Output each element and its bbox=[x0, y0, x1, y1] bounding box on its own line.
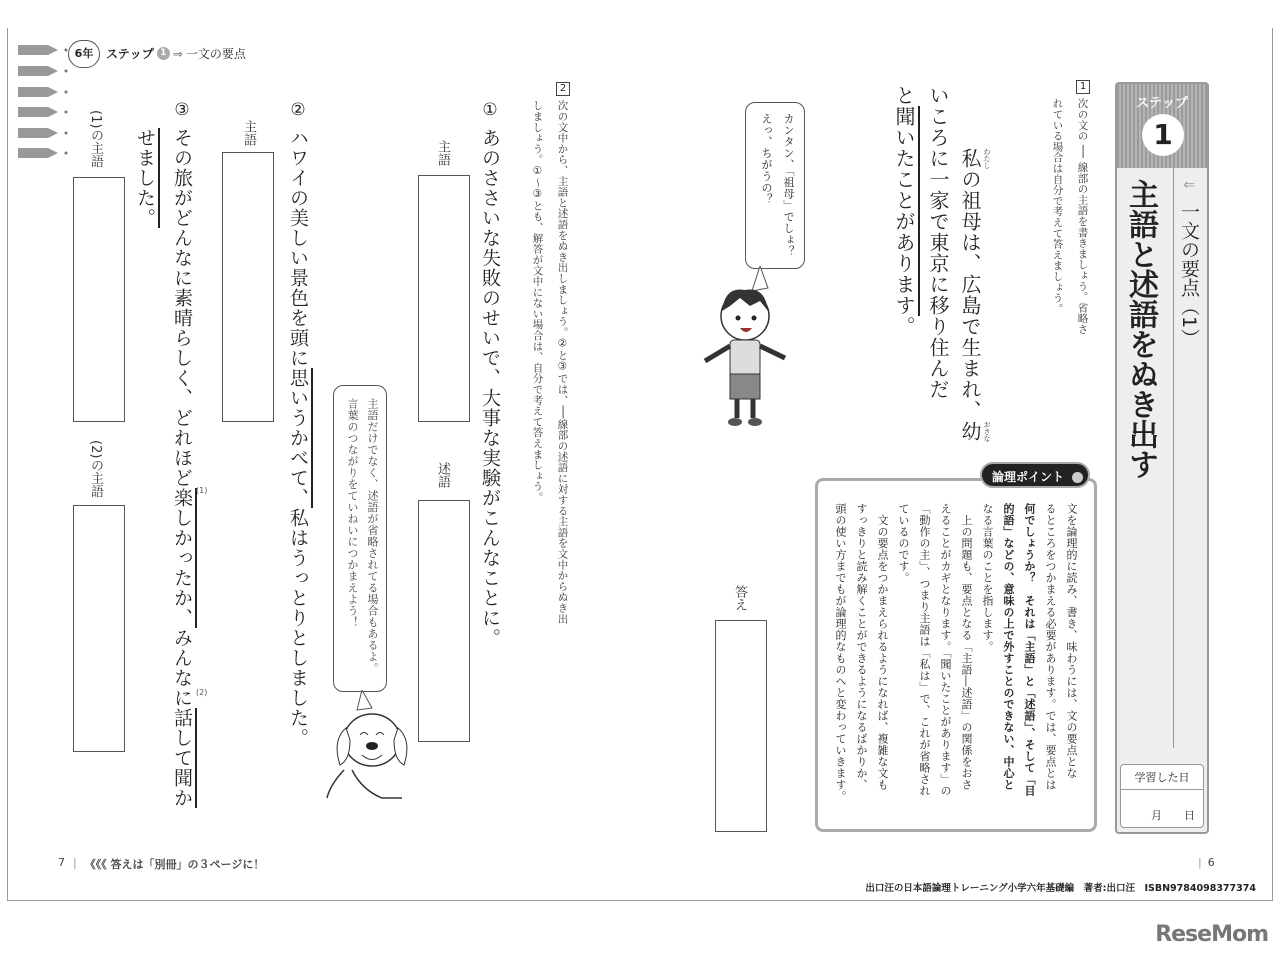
logic-point-title bbox=[980, 462, 1090, 488]
item-3-sentence-line1 bbox=[172, 128, 191, 808]
day-label: 日 bbox=[1184, 809, 1195, 822]
item-1-number: ① bbox=[480, 100, 500, 120]
underlined-predicate-2: 話して聞か bbox=[171, 708, 197, 808]
logic-line: 何でしょうか？ それは「主語」と「述語」、そして「目 bbox=[1023, 503, 1036, 797]
item-2-sentence bbox=[288, 128, 307, 748]
logic-line: 「動作の主」、つまり主語は「私は」で、これが省略され bbox=[918, 503, 931, 797]
lesson-title: 主語と述語をぬき出す bbox=[1123, 179, 1158, 479]
sub1-subject-label: (1)の主語 bbox=[88, 110, 103, 168]
question-2-instruction: しましょう。①〜③とも、解答が文中にない場合は、自分で考えて答えましょう。 bbox=[531, 100, 544, 503]
item-2-number: ② bbox=[288, 100, 308, 120]
left-page-footer bbox=[58, 856, 264, 872]
text: みんなに bbox=[171, 628, 193, 708]
pencil-icon bbox=[18, 107, 70, 117]
separator: | bbox=[73, 856, 77, 869]
item-1-subject-input[interactable] bbox=[418, 175, 470, 422]
hint-speech-bubble bbox=[333, 385, 387, 692]
item-1-predicate-input[interactable] bbox=[418, 500, 470, 742]
ruby: わたし bbox=[983, 148, 991, 169]
hint-text: 言葉のつながりをていねいにつかまえよう！ bbox=[346, 398, 359, 628]
boy-speech-bubble bbox=[745, 102, 805, 269]
left-page-number: 7 bbox=[58, 856, 65, 869]
sidebar-divider bbox=[1173, 168, 1174, 748]
lesson-subtitle: 一文の要点（1） bbox=[1178, 202, 1200, 348]
grade-badge: 6年 bbox=[68, 40, 100, 68]
word: 私 bbox=[958, 148, 982, 169]
ruby-word bbox=[958, 148, 991, 169]
underlined-predicate-2: せました。 bbox=[134, 128, 160, 228]
arrow-down-icon: ⇓ bbox=[1180, 179, 1196, 191]
question-1-sentence-line2: いころに一家で東京に移り住んだ bbox=[926, 85, 950, 400]
lightbulb-icon bbox=[1072, 472, 1083, 483]
separator: | bbox=[1198, 856, 1202, 869]
item-2-subject-input[interactable] bbox=[222, 152, 274, 422]
text: 。 bbox=[892, 316, 916, 337]
bubble-text: えっ、ちがうの？ bbox=[760, 113, 773, 205]
word: 幼 bbox=[958, 421, 982, 442]
logic-line: すっきりと読み解くことができるようになるばかりか、 bbox=[855, 503, 868, 791]
book-credit: 出口汪の日本語論理トレーニング小学六年基礎編 著者:出口汪 ISBN9784098377374 bbox=[865, 883, 1256, 894]
step-label: ステップ bbox=[106, 47, 154, 61]
right-page-number: 6 bbox=[1207, 856, 1215, 869]
pencil-icon bbox=[18, 128, 70, 138]
right-page-footer bbox=[1198, 856, 1215, 869]
question-2-number: 2 bbox=[556, 82, 570, 96]
question-1-instruction: れている場合は自分で考えて答えましょう。 bbox=[1051, 98, 1064, 314]
text: の祖母は、広島で生まれ、 bbox=[958, 169, 982, 421]
logic-line: 的語」などの、意味の上で外すことのできない、中心と bbox=[1002, 503, 1015, 791]
step-label: ステップ bbox=[1136, 96, 1188, 111]
logic-line: 頭の使い方までもが論理的なものへと変わっていきます。 bbox=[834, 503, 847, 802]
predicate-label: 述語 bbox=[435, 462, 450, 488]
question-1-instruction: 次の文の ── 線部の主語を書きましょう。省略さ bbox=[1076, 98, 1089, 335]
logic-line: 上の問題も、要点となる「主語―述語」の関係をおさ bbox=[960, 503, 973, 791]
subject-label: 主語 bbox=[435, 140, 450, 166]
logic-line: えることがカギとなります。「聞いたことがあります」の bbox=[939, 503, 952, 797]
item-1-sentence: あのささいな失敗のせいで、大事な実験がこんなことに。 bbox=[479, 128, 501, 648]
underlined-predicate-1: 楽しかったか、 bbox=[171, 488, 197, 628]
bubble-text: カンタン、「祖母」でしょ？ bbox=[782, 113, 795, 257]
answer-reference-note: 《《《 答えは「別冊」の３ページに！ bbox=[84, 858, 265, 871]
logic-line: ているのです。 bbox=[897, 503, 910, 584]
boy-illustration bbox=[700, 266, 800, 431]
logic-line: 文を論理的に読み、書き、味わうには、文の要点とな bbox=[1065, 503, 1078, 779]
logic-point-label: 論理ポイント bbox=[992, 470, 1065, 484]
ruby-word bbox=[958, 421, 991, 442]
study-date-label: 学習した日 bbox=[1121, 765, 1203, 790]
step-number-circle: 1 bbox=[1142, 114, 1184, 156]
logic-line: るところをつかまえる必要があります。では、要点とは bbox=[1044, 503, 1057, 791]
question-2-instruction: 次の文中から、主語と述語をぬき出しましょう。②と③では、──線部の述語に対する主語を文中からぬき出 bbox=[556, 100, 569, 624]
answer-label: 答え bbox=[732, 585, 747, 611]
pencil-icon bbox=[18, 66, 70, 76]
pencil-icon bbox=[18, 87, 70, 97]
logic-line: なる言葉のことを指します。 bbox=[981, 503, 994, 653]
sub2-subject-label: (2)の主語 bbox=[88, 440, 103, 498]
month-label: 月 bbox=[1151, 809, 1162, 822]
item-3-sentence-line2 bbox=[135, 128, 154, 228]
pencil-icon bbox=[18, 45, 70, 55]
mark-2: (2) bbox=[196, 688, 208, 697]
mark-1: (1) bbox=[196, 486, 208, 495]
topic-label: 一文の要点 bbox=[185, 47, 246, 61]
answer-input-box[interactable] bbox=[715, 620, 767, 832]
question-1-sentence-line1 bbox=[958, 148, 991, 442]
ruby: おさな bbox=[983, 421, 991, 442]
step-header bbox=[1117, 84, 1207, 168]
underlined-predicate: 思いうかべて、 bbox=[287, 368, 313, 508]
text: その旅がどんなに素晴らしく、どれほど bbox=[171, 128, 193, 488]
dog-illustration bbox=[322, 690, 417, 805]
arrow-icon: ⇒ bbox=[172, 46, 183, 61]
step-number-badge: 1 bbox=[157, 47, 170, 60]
item-3-subject-1-input[interactable] bbox=[73, 177, 125, 422]
text: と bbox=[892, 85, 916, 106]
underlined-predicate: 聞いたことがあります bbox=[892, 106, 920, 316]
logic-line: 文の要点をつかまえられるようになれば、複雑な文も bbox=[876, 503, 889, 791]
logic-point-text bbox=[830, 503, 1082, 802]
question-1-number: 1 bbox=[1076, 80, 1090, 94]
resemom-logo: ReseMom bbox=[1155, 922, 1268, 947]
logic-point-box bbox=[815, 478, 1097, 832]
study-date-box bbox=[1120, 764, 1204, 828]
question-1-sentence-line3 bbox=[894, 85, 914, 337]
step-sidebar bbox=[1115, 82, 1209, 834]
header-breadcrumb bbox=[106, 45, 246, 62]
subject-label: 主語 bbox=[241, 120, 256, 146]
text: 私はうっとりとしました。 bbox=[287, 508, 309, 748]
hint-text: 主語だけでなく、述語が省略されてる場合もあるよ。 bbox=[366, 398, 379, 674]
text: ハワイの美しい景色を頭に bbox=[287, 128, 309, 368]
item-3-number: ③ bbox=[172, 100, 192, 120]
item-3-subject-2-input[interactable] bbox=[73, 505, 125, 752]
pencil-icon bbox=[18, 148, 70, 158]
